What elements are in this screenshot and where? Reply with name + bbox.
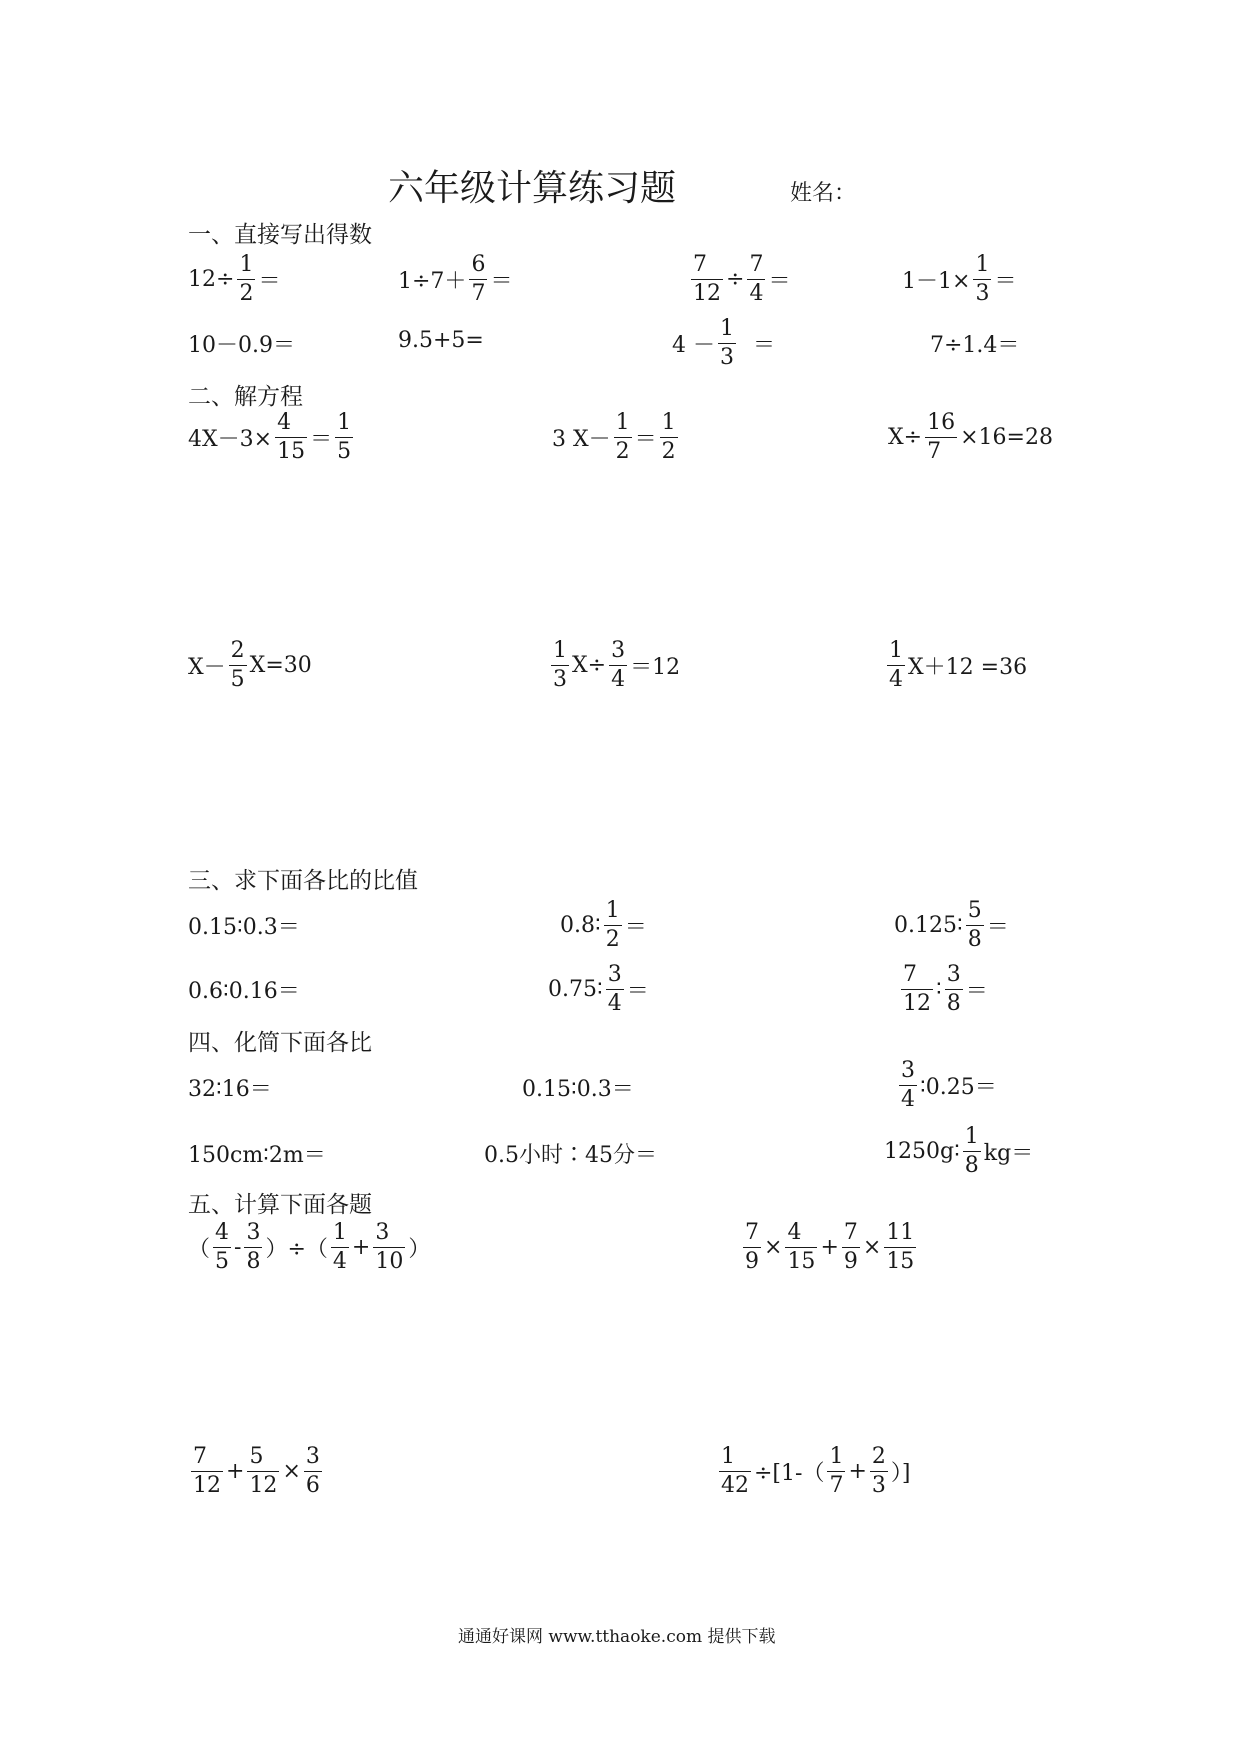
footer-text: 通通好课网 www.tthaoke.com 提供下载: [458, 1627, 776, 1647]
problem-1-4: [902, 254, 1016, 305]
problem-1-7: [672, 318, 775, 369]
problem-4-1: [188, 1072, 272, 1103]
fraction: [887, 640, 905, 691]
numerator: 1: [332, 1220, 347, 1245]
problem-3-4: [188, 974, 300, 1005]
expr-text: ＝: [986, 915, 1009, 940]
fraction: [551, 640, 569, 691]
numerator: 3: [901, 1058, 915, 1083]
denominator: 7: [471, 281, 486, 306]
problem-1-3: [688, 254, 790, 305]
denominator: 3: [975, 281, 990, 306]
numerator: 11: [886, 1220, 915, 1245]
expr-text: X÷: [888, 425, 923, 450]
expr-text: 7÷1.4＝: [930, 333, 1020, 358]
section-3-heading: 三、求下面各比的比值: [188, 868, 418, 894]
fraction: [718, 318, 736, 369]
expr-text: -: [234, 1235, 242, 1260]
problem-5-3: [188, 1446, 325, 1497]
denominator: 12: [193, 1473, 221, 1498]
numerator: 1: [975, 252, 990, 277]
problem-4-4: [188, 1138, 326, 1169]
fraction: [335, 412, 353, 463]
denominator: 42: [721, 1473, 749, 1498]
denominator: 8: [967, 927, 982, 952]
expr-text: ＝: [258, 269, 281, 294]
problem-2-4: [188, 640, 312, 691]
fraction: [247, 1446, 279, 1497]
expr-text: ×: [862, 1235, 882, 1260]
problem-5-2: [740, 1222, 919, 1273]
numerator: 5: [967, 898, 982, 923]
fraction: [719, 1446, 751, 1497]
expr-text: ×: [764, 1235, 783, 1260]
denominator: 4: [901, 1087, 915, 1112]
denominator: 4: [332, 1249, 347, 1274]
problem-3-1: [188, 910, 300, 941]
expr-text: +: [226, 1459, 245, 1484]
denominator: 2: [605, 927, 620, 952]
expr-text: ×: [282, 1459, 301, 1484]
expr-text: 0.75∶: [548, 977, 603, 1002]
expr-text: 1－1×: [902, 269, 971, 294]
expr-text: ）: [408, 1237, 431, 1262]
fraction: [966, 900, 984, 951]
problem-2-2: [552, 412, 681, 463]
expr-text: ）]: [890, 1461, 911, 1486]
denominator: 5: [215, 1249, 230, 1274]
fraction: [747, 254, 765, 305]
problem-5-4: [716, 1446, 910, 1497]
problem-3-3: [894, 900, 1009, 951]
numerator: 4: [277, 410, 292, 435]
fraction: [884, 1222, 916, 1273]
expr-text: 1250g∶: [884, 1139, 960, 1164]
numerator: 3: [246, 1220, 261, 1245]
expr-text: 0.15∶0.3＝: [188, 915, 300, 940]
expr-text: +: [351, 1235, 371, 1260]
page-title: 六年级计算练习题: [388, 168, 677, 209]
numerator: 2: [230, 638, 245, 663]
fraction: [842, 1222, 860, 1273]
expr-text: kg＝: [983, 1141, 1034, 1166]
numerator: 3: [611, 638, 626, 663]
expr-text: ＝: [753, 333, 776, 358]
expr-text: 32∶16＝: [188, 1077, 272, 1102]
denominator: 15: [277, 439, 306, 464]
expr-text: 3 X－: [552, 427, 611, 452]
fraction: [609, 640, 627, 691]
denominator: 8: [246, 1249, 261, 1274]
denominator: 15: [886, 1249, 915, 1274]
problem-5-1: [188, 1222, 430, 1273]
fraction: [469, 254, 487, 305]
numerator: 7: [843, 1220, 858, 1245]
problem-1-2: [398, 254, 512, 305]
problem-2-6: [884, 640, 1027, 691]
fraction: [963, 1126, 981, 1177]
numerator: 6: [471, 252, 486, 277]
numerator: 5: [249, 1444, 264, 1469]
fraction: [191, 1446, 223, 1497]
fraction: [899, 1060, 917, 1111]
expr-text: ×16=28: [960, 425, 1053, 450]
problem-3-6: [898, 964, 988, 1015]
denominator: 3: [720, 345, 734, 370]
denominator: 4: [749, 281, 764, 306]
fraction: [244, 1222, 262, 1273]
numerator: 7: [693, 252, 707, 277]
expr-text: ＝: [626, 979, 649, 1004]
denominator: 12: [693, 281, 721, 306]
numerator: 7: [193, 1444, 207, 1469]
expr-text: ＝12: [630, 655, 681, 680]
numerator: 4: [787, 1220, 802, 1245]
numerator: 4: [215, 1220, 230, 1245]
section-1-heading: 一、直接写出得数: [188, 222, 372, 248]
problem-4-5: [484, 1138, 657, 1169]
denominator: 4: [607, 991, 622, 1016]
expr-text: ÷[1-（: [754, 1461, 825, 1486]
problem-2-3: [888, 412, 1053, 463]
fraction: [870, 1446, 888, 1497]
denominator: 9: [843, 1249, 858, 1274]
denominator: 15: [787, 1249, 816, 1274]
expr-text: ＝: [768, 269, 791, 294]
denominator: 2: [615, 439, 630, 464]
expr-text: 9.5+5=: [398, 328, 484, 353]
denominator: 5: [337, 439, 352, 464]
numerator: 1: [721, 1444, 735, 1469]
fraction: [213, 1222, 231, 1273]
denominator: 4: [611, 667, 626, 692]
problem-3-2: [560, 900, 647, 951]
expr-text: 0.5小时∶45分＝: [484, 1143, 657, 1168]
fraction: [743, 1222, 761, 1273]
expr-text: 0.15∶0.3＝: [522, 1077, 634, 1102]
expr-text: ∶0.25＝: [920, 1075, 997, 1100]
fraction: [606, 964, 624, 1015]
problem-2-5: [548, 640, 680, 691]
denominator: 7: [925, 437, 957, 463]
expr-text: 10－0.9＝: [188, 333, 295, 358]
expr-text: ＝: [965, 979, 988, 1004]
problem-3-5: [548, 964, 649, 1015]
numerator: 3: [946, 962, 961, 987]
fraction: [660, 412, 678, 463]
denominator: 2: [661, 439, 676, 464]
fraction: [901, 964, 933, 1015]
fraction: [237, 254, 255, 305]
expr-text: 4X－3×: [188, 427, 273, 452]
denominator: 4: [889, 667, 903, 692]
fraction: [945, 964, 963, 1015]
fraction: [304, 1446, 322, 1497]
fraction: [373, 1222, 405, 1273]
numerator: 7: [745, 1220, 759, 1245]
numerator: 3: [607, 962, 622, 987]
denominator: 3: [871, 1473, 886, 1498]
fraction: [925, 412, 957, 463]
denominator: 12: [249, 1473, 278, 1498]
numerator: 3: [305, 1444, 320, 1469]
fraction: [785, 1222, 817, 1273]
numerator: 1: [720, 316, 734, 341]
denominator: 6: [305, 1473, 320, 1498]
denominator: 5: [230, 667, 245, 692]
fraction: [827, 1446, 845, 1497]
expr-text: X=30: [249, 653, 312, 678]
fraction: [614, 412, 632, 463]
expr-text: 0.8∶: [560, 913, 601, 938]
denominator: 10: [375, 1249, 404, 1274]
expr-text: 4 －: [672, 333, 715, 358]
denominator: 9: [745, 1249, 759, 1274]
problem-2-1: [188, 412, 356, 463]
fraction: [604, 900, 622, 951]
fraction: [691, 254, 723, 305]
expr-text: 1÷7＋: [398, 269, 467, 294]
problem-1-1: [188, 254, 280, 305]
numerator: 16: [927, 410, 956, 435]
denominator: 3: [553, 667, 567, 692]
expr-text: ＝: [624, 915, 647, 940]
expr-text: X－: [188, 655, 226, 680]
expr-text: +: [820, 1235, 839, 1260]
fraction: [229, 640, 247, 691]
expr-text: 150cm∶2m＝: [188, 1143, 326, 1168]
expr-text: ∶: [936, 977, 942, 1002]
problem-4-3: [896, 1060, 997, 1111]
numerator: 3: [375, 1220, 390, 1245]
fraction: [973, 254, 991, 305]
fraction: [275, 412, 307, 463]
numerator: 1: [889, 638, 903, 663]
numerator: 7: [749, 252, 764, 277]
numerator: 2: [871, 1444, 886, 1469]
numerator: 1: [605, 898, 620, 923]
fraction: [331, 1222, 349, 1273]
denominator: 2: [239, 281, 254, 306]
denominator: 12: [903, 991, 931, 1016]
problem-1-6: [398, 328, 484, 353]
expr-text: 0.125∶: [894, 913, 963, 938]
expr-text: X＋12 =36: [908, 655, 1028, 680]
denominator: 7: [829, 1473, 844, 1498]
expr-text: ＝: [994, 269, 1017, 294]
expr-text: ＝: [310, 427, 333, 452]
name-label: 姓名：: [790, 181, 857, 206]
problem-4-6: [884, 1126, 1033, 1177]
expr-text: ）÷（: [265, 1237, 328, 1262]
expr-text: 0.6∶0.16＝: [188, 979, 300, 1004]
problem-1-8: [930, 328, 1019, 359]
numerator: 7: [903, 962, 917, 987]
section-2-heading: 二、解方程: [188, 384, 303, 410]
numerator: 1: [829, 1444, 844, 1469]
expr-text: 12÷: [188, 267, 235, 292]
numerator: 1: [661, 410, 676, 435]
expr-text: +: [848, 1459, 867, 1484]
expr-text: ＝: [490, 269, 513, 294]
expr-text: ＝: [634, 427, 657, 452]
section-4-heading: 四、化简下面各比: [188, 1030, 372, 1056]
numerator: 1: [239, 252, 254, 277]
denominator: 8: [946, 991, 961, 1016]
expr-text: X÷: [572, 653, 607, 678]
numerator: 1: [553, 638, 567, 663]
denominator: 8: [964, 1153, 979, 1178]
section-5-heading: 五、计算下面各题: [188, 1192, 372, 1218]
numerator: 1: [337, 410, 352, 435]
expr-text: （: [188, 1237, 211, 1262]
numerator: 1: [964, 1124, 979, 1149]
numerator: 1: [615, 410, 630, 435]
problem-1-5: [188, 328, 295, 359]
problem-4-2: [522, 1072, 634, 1103]
expr-text: ÷: [726, 267, 745, 292]
